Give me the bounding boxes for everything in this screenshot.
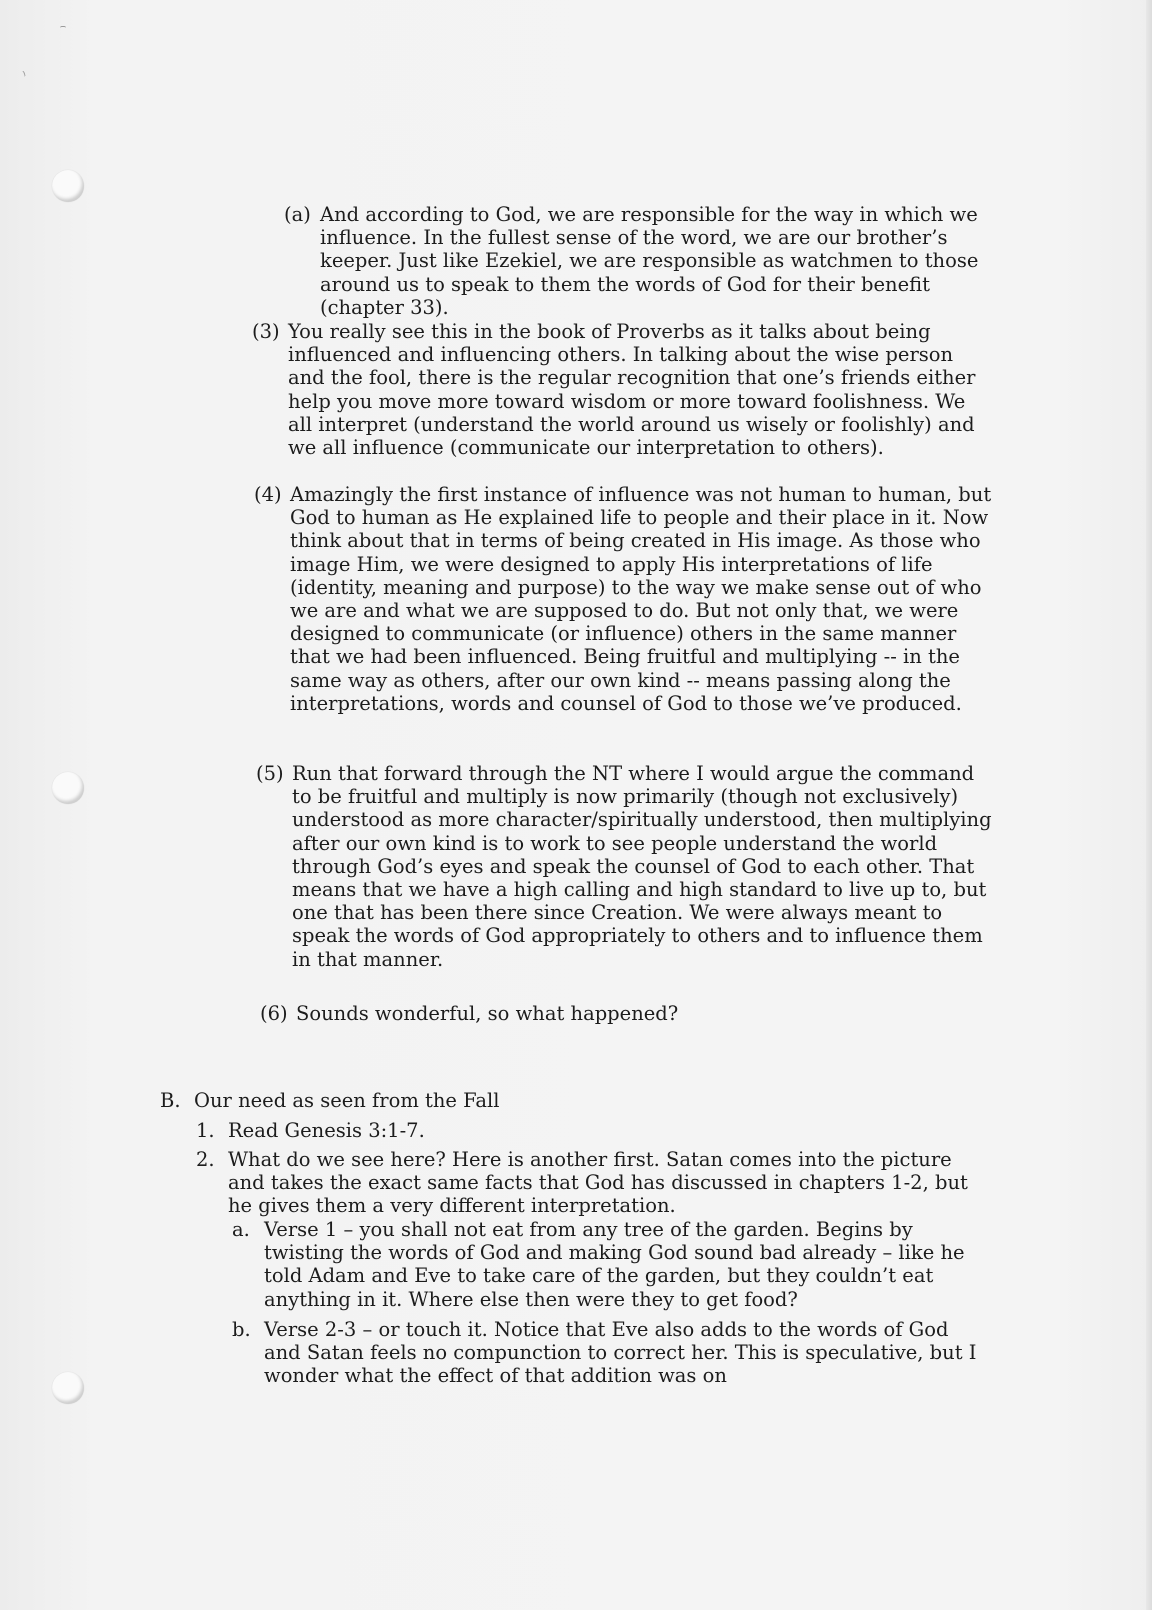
outline-text: And according to God, we are responsible for the way in which we influence. In the fullest sense of the word, we are our brother’s keeper. Just like Ezekiel, we are responsible as watchmen to those around us to speak to them the words of God for their benefit (chapter 33). (320, 203, 979, 319)
outline-item-5 (256, 762, 995, 971)
outline-marker: 2. (196, 1148, 215, 1171)
page-edge-shadow (1146, 0, 1152, 1610)
outline-marker: (a) (284, 203, 311, 226)
outline-text: Amazingly the first instance of influence was not human to human, but God to human as He explained life to people and their place in it. Now think about that in terms of being created in His image. As those who image Him, we were designed to apply His interpretations of life (identity, meaning and purpose) to the way we make sense out of who we are and what we are supposed to do. But not only that, we were designed to communicate (or influence) others in the same manner that we had been influenced. Being fruitful and multiplying -- in the same way as others, after our own kind -- means passing along the interpretations, words and counsel of God to those we’ve produced. (290, 483, 992, 715)
scan-speck-mark (20, 70, 26, 77)
outline-item-6 (260, 1002, 995, 1025)
section-heading-B (160, 1089, 993, 1112)
outline-marker: b. (232, 1318, 251, 1341)
outline-text: Verse 2-3 – or touch it. Notice that Eve also adds to the words of God and Satan feels no compunction to correct her. This is speculative, but I wonder what the effect of that addition was on (264, 1318, 977, 1388)
section-heading-text: Our need as seen from the Fall (194, 1089, 500, 1112)
binder-hole-bottom (52, 1372, 84, 1404)
outline-marker: a. (232, 1218, 250, 1241)
outline-item-B1 (196, 1119, 991, 1142)
outline-text: Read Genesis 3:1-7. (228, 1119, 425, 1142)
outline-item-a (284, 203, 995, 319)
outline-text: Run that forward through the NT where I would argue the command to be fruitful and multiply is now primarily (though not exclusively) understood as more character/spiritually understood, then multiplying after our own kind is to work to see people understand the world through God’s eyes and speak the counsel of God to each other. That means that we have a high calling and high standard to live up to, but one that has been there since Creation. We were always meant to speak the words of God appropriately to others and to influence them in that manner. (292, 762, 992, 971)
outline-item-B2a (232, 1218, 991, 1311)
outline-marker: B. (160, 1089, 181, 1112)
outline-marker: (6) (260, 1002, 288, 1025)
scan-speck-mark (60, 26, 66, 30)
binder-hole-top (52, 170, 84, 202)
outline-marker: 1. (196, 1119, 215, 1142)
binder-hole-middle (52, 772, 84, 804)
outline-item-4 (254, 483, 995, 715)
outline-text: You really see this in the book of Proverbs as it talks about being influenced and influencing others. In talking about the wise person and the fool, there is the regular recognition that one’s friends either help you move more toward wisdom or more toward foolishness. We all interpret (understand the world around us wisely or foolishly) and we all influence (communicate our interpretation to others). (288, 320, 976, 460)
outline-item-3 (252, 320, 995, 459)
outline-item-B2b (232, 1318, 991, 1388)
outline-item-B2 (196, 1148, 991, 1218)
outline-text: Sounds wonderful, so what happened? (296, 1002, 679, 1025)
outline-marker: (3) (252, 320, 280, 343)
outline-text: What do we see here? Here is another first. Satan comes into the picture and takes the exact same facts that God has discussed in chapters 1-2, but he gives them a very different interpretation. (228, 1148, 968, 1218)
outline-marker: (5) (256, 762, 284, 785)
outline-marker: (4) (254, 483, 282, 506)
outline-text: Verse 1 – you shall not eat from any tree of the garden. Begins by twisting the words of God and making God sound bad already – like he told Adam and Eve to take care of the garden, but they couldn’t eat anything in it. Where else then were they to get food? (264, 1218, 965, 1311)
